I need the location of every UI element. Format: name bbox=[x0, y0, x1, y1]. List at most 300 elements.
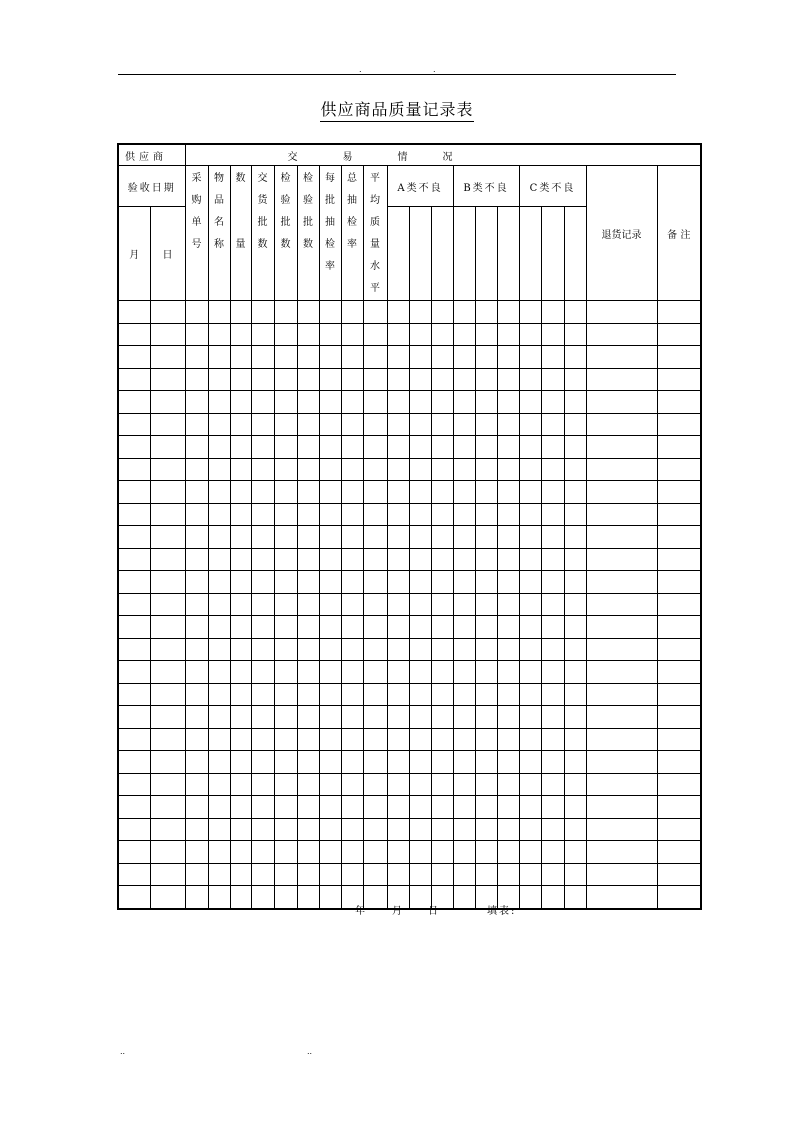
table-cell[interactable] bbox=[409, 526, 431, 549]
table-cell[interactable] bbox=[409, 436, 431, 459]
table-cell[interactable] bbox=[387, 391, 409, 414]
table-cell[interactable] bbox=[297, 548, 319, 571]
table-cell[interactable] bbox=[431, 796, 453, 819]
table-cell[interactable] bbox=[519, 346, 541, 369]
table-cell[interactable] bbox=[363, 301, 387, 324]
table-cell[interactable] bbox=[150, 571, 185, 594]
table-cell[interactable] bbox=[118, 796, 150, 819]
table-cell[interactable] bbox=[497, 773, 519, 796]
table-cell[interactable] bbox=[150, 301, 185, 324]
table-cell[interactable] bbox=[586, 773, 657, 796]
table-cell[interactable] bbox=[409, 706, 431, 729]
table-cell[interactable] bbox=[363, 526, 387, 549]
table-cell[interactable] bbox=[319, 571, 341, 594]
table-cell[interactable] bbox=[185, 571, 208, 594]
table-cell[interactable] bbox=[274, 323, 297, 346]
table-cell[interactable] bbox=[319, 773, 341, 796]
table-cell[interactable] bbox=[431, 436, 453, 459]
table-cell[interactable] bbox=[586, 751, 657, 774]
table-cell[interactable] bbox=[118, 728, 150, 751]
table-cell[interactable] bbox=[274, 818, 297, 841]
table-cell[interactable] bbox=[519, 818, 541, 841]
table-cell[interactable] bbox=[586, 796, 657, 819]
table-cell[interactable] bbox=[657, 683, 701, 706]
table-cell[interactable] bbox=[274, 503, 297, 526]
table-cell[interactable] bbox=[541, 863, 564, 886]
table-cell[interactable] bbox=[230, 841, 251, 864]
table-cell[interactable] bbox=[118, 301, 150, 324]
table-cell[interactable] bbox=[541, 706, 564, 729]
table-cell[interactable] bbox=[319, 323, 341, 346]
table-cell[interactable] bbox=[409, 368, 431, 391]
table-cell[interactable] bbox=[185, 368, 208, 391]
table-cell[interactable] bbox=[274, 773, 297, 796]
table-cell[interactable] bbox=[475, 863, 497, 886]
table-cell[interactable] bbox=[297, 706, 319, 729]
table-cell[interactable] bbox=[409, 683, 431, 706]
table-cell[interactable] bbox=[564, 323, 586, 346]
table-cell[interactable] bbox=[453, 728, 475, 751]
table-cell[interactable] bbox=[409, 728, 431, 751]
table-cell[interactable] bbox=[208, 661, 230, 684]
table-cell[interactable] bbox=[409, 616, 431, 639]
table-cell[interactable] bbox=[387, 323, 409, 346]
table-cell[interactable] bbox=[185, 503, 208, 526]
table-cell[interactable] bbox=[208, 616, 230, 639]
table-cell[interactable] bbox=[409, 818, 431, 841]
table-cell[interactable] bbox=[230, 458, 251, 481]
table-cell[interactable] bbox=[497, 571, 519, 594]
table-cell[interactable] bbox=[519, 706, 541, 729]
table-cell[interactable] bbox=[274, 526, 297, 549]
table-cell[interactable] bbox=[319, 413, 341, 436]
table-cell[interactable] bbox=[319, 818, 341, 841]
table-cell[interactable] bbox=[150, 481, 185, 504]
table-cell[interactable] bbox=[564, 458, 586, 481]
table-cell[interactable] bbox=[564, 503, 586, 526]
table-cell[interactable] bbox=[519, 413, 541, 436]
table-cell[interactable] bbox=[208, 818, 230, 841]
table-cell[interactable] bbox=[341, 346, 363, 369]
table-cell[interactable] bbox=[586, 661, 657, 684]
table-cell[interactable] bbox=[586, 818, 657, 841]
table-cell[interactable] bbox=[274, 616, 297, 639]
table-cell[interactable] bbox=[497, 796, 519, 819]
table-cell[interactable] bbox=[274, 796, 297, 819]
table-cell[interactable] bbox=[150, 638, 185, 661]
table-cell[interactable] bbox=[341, 301, 363, 324]
table-cell[interactable] bbox=[150, 346, 185, 369]
table-cell[interactable] bbox=[341, 706, 363, 729]
table-cell[interactable] bbox=[409, 346, 431, 369]
table-cell[interactable] bbox=[475, 526, 497, 549]
table-cell[interactable] bbox=[297, 616, 319, 639]
table-cell[interactable] bbox=[363, 661, 387, 684]
table-cell[interactable] bbox=[251, 413, 274, 436]
table-cell[interactable] bbox=[431, 481, 453, 504]
table-cell[interactable] bbox=[150, 886, 185, 909]
table-cell[interactable] bbox=[297, 638, 319, 661]
table-cell[interactable] bbox=[657, 323, 701, 346]
table-cell[interactable] bbox=[363, 323, 387, 346]
table-cell[interactable] bbox=[564, 863, 586, 886]
table-cell[interactable] bbox=[274, 368, 297, 391]
table-cell[interactable] bbox=[497, 526, 519, 549]
table-cell[interactable] bbox=[431, 661, 453, 684]
table-cell[interactable] bbox=[541, 796, 564, 819]
table-cell[interactable] bbox=[431, 751, 453, 774]
table-cell[interactable] bbox=[497, 481, 519, 504]
table-cell[interactable] bbox=[657, 346, 701, 369]
table-cell[interactable] bbox=[297, 886, 319, 909]
table-cell[interactable] bbox=[363, 593, 387, 616]
table-cell[interactable] bbox=[319, 301, 341, 324]
table-cell[interactable] bbox=[150, 706, 185, 729]
table-cell[interactable] bbox=[341, 503, 363, 526]
table-cell[interactable] bbox=[586, 346, 657, 369]
table-cell[interactable] bbox=[564, 391, 586, 414]
table-cell[interactable] bbox=[387, 368, 409, 391]
table-cell[interactable] bbox=[251, 683, 274, 706]
table-cell[interactable] bbox=[150, 751, 185, 774]
table-cell[interactable] bbox=[251, 323, 274, 346]
table-cell[interactable] bbox=[208, 301, 230, 324]
table-cell[interactable] bbox=[431, 773, 453, 796]
table-cell[interactable] bbox=[564, 616, 586, 639]
table-cell[interactable] bbox=[150, 841, 185, 864]
table-cell[interactable] bbox=[387, 661, 409, 684]
table-cell[interactable] bbox=[409, 548, 431, 571]
table-cell[interactable] bbox=[586, 413, 657, 436]
table-cell[interactable] bbox=[453, 503, 475, 526]
table-cell[interactable] bbox=[230, 571, 251, 594]
table-cell[interactable] bbox=[185, 683, 208, 706]
table-cell[interactable] bbox=[185, 661, 208, 684]
table-cell[interactable] bbox=[475, 706, 497, 729]
table-cell[interactable] bbox=[208, 706, 230, 729]
table-cell[interactable] bbox=[387, 436, 409, 459]
table-cell[interactable] bbox=[230, 526, 251, 549]
table-cell[interactable] bbox=[453, 661, 475, 684]
table-cell[interactable] bbox=[185, 413, 208, 436]
table-cell[interactable] bbox=[251, 638, 274, 661]
table-cell[interactable] bbox=[586, 458, 657, 481]
table-cell[interactable] bbox=[453, 638, 475, 661]
table-cell[interactable] bbox=[363, 638, 387, 661]
table-cell[interactable] bbox=[363, 458, 387, 481]
table-cell[interactable] bbox=[118, 571, 150, 594]
table-cell[interactable] bbox=[118, 818, 150, 841]
table-cell[interactable] bbox=[118, 413, 150, 436]
table-cell[interactable] bbox=[150, 391, 185, 414]
table-cell[interactable] bbox=[541, 773, 564, 796]
table-cell[interactable] bbox=[519, 526, 541, 549]
table-cell[interactable] bbox=[208, 751, 230, 774]
table-cell[interactable] bbox=[519, 796, 541, 819]
table-cell[interactable] bbox=[208, 526, 230, 549]
table-cell[interactable] bbox=[657, 413, 701, 436]
table-cell[interactable] bbox=[150, 368, 185, 391]
table-cell[interactable] bbox=[541, 886, 564, 909]
table-cell[interactable] bbox=[497, 818, 519, 841]
table-cell[interactable] bbox=[387, 548, 409, 571]
table-cell[interactable] bbox=[541, 301, 564, 324]
table-cell[interactable] bbox=[297, 818, 319, 841]
table-cell[interactable] bbox=[409, 661, 431, 684]
table-cell[interactable] bbox=[208, 886, 230, 909]
table-cell[interactable] bbox=[150, 683, 185, 706]
table-cell[interactable] bbox=[363, 863, 387, 886]
table-cell[interactable] bbox=[497, 346, 519, 369]
table-cell[interactable] bbox=[363, 796, 387, 819]
table-cell[interactable] bbox=[118, 593, 150, 616]
table-cell[interactable] bbox=[497, 458, 519, 481]
table-cell[interactable] bbox=[387, 503, 409, 526]
table-cell[interactable] bbox=[431, 323, 453, 346]
table-cell[interactable] bbox=[251, 503, 274, 526]
table-cell[interactable] bbox=[431, 571, 453, 594]
table-cell[interactable] bbox=[564, 593, 586, 616]
table-cell[interactable] bbox=[208, 571, 230, 594]
table-cell[interactable] bbox=[297, 301, 319, 324]
table-cell[interactable] bbox=[118, 526, 150, 549]
table-cell[interactable] bbox=[657, 728, 701, 751]
table-cell[interactable] bbox=[363, 391, 387, 414]
table-cell[interactable] bbox=[297, 796, 319, 819]
table-cell[interactable] bbox=[251, 751, 274, 774]
table-cell[interactable] bbox=[586, 841, 657, 864]
table-cell[interactable] bbox=[185, 773, 208, 796]
table-cell[interactable] bbox=[274, 728, 297, 751]
table-cell[interactable] bbox=[230, 863, 251, 886]
table-cell[interactable] bbox=[118, 458, 150, 481]
table-cell[interactable] bbox=[274, 436, 297, 459]
table-cell[interactable] bbox=[297, 458, 319, 481]
table-cell[interactable] bbox=[564, 706, 586, 729]
table-cell[interactable] bbox=[453, 368, 475, 391]
table-cell[interactable] bbox=[519, 683, 541, 706]
table-cell[interactable] bbox=[251, 368, 274, 391]
table-cell[interactable] bbox=[657, 863, 701, 886]
table-cell[interactable] bbox=[150, 818, 185, 841]
table-cell[interactable] bbox=[251, 616, 274, 639]
table-cell[interactable] bbox=[150, 526, 185, 549]
table-cell[interactable] bbox=[297, 841, 319, 864]
table-cell[interactable] bbox=[564, 301, 586, 324]
table-cell[interactable] bbox=[541, 503, 564, 526]
table-cell[interactable] bbox=[150, 728, 185, 751]
table-cell[interactable] bbox=[453, 841, 475, 864]
table-cell[interactable] bbox=[519, 548, 541, 571]
table-cell[interactable] bbox=[297, 481, 319, 504]
table-cell[interactable] bbox=[564, 683, 586, 706]
table-cell[interactable] bbox=[497, 301, 519, 324]
table-cell[interactable] bbox=[363, 616, 387, 639]
table-cell[interactable] bbox=[297, 436, 319, 459]
table-cell[interactable] bbox=[230, 773, 251, 796]
table-cell[interactable] bbox=[409, 773, 431, 796]
table-cell[interactable] bbox=[208, 841, 230, 864]
table-cell[interactable] bbox=[409, 413, 431, 436]
table-cell[interactable] bbox=[409, 503, 431, 526]
table-cell[interactable] bbox=[475, 571, 497, 594]
table-cell[interactable] bbox=[251, 346, 274, 369]
table-cell[interactable] bbox=[208, 773, 230, 796]
table-cell[interactable] bbox=[475, 683, 497, 706]
table-cell[interactable] bbox=[453, 458, 475, 481]
table-cell[interactable] bbox=[363, 841, 387, 864]
table-cell[interactable] bbox=[319, 661, 341, 684]
table-cell[interactable] bbox=[274, 638, 297, 661]
table-cell[interactable] bbox=[541, 368, 564, 391]
table-cell[interactable] bbox=[274, 886, 297, 909]
table-cell[interactable] bbox=[319, 616, 341, 639]
table-cell[interactable] bbox=[586, 571, 657, 594]
table-cell[interactable] bbox=[230, 593, 251, 616]
table-cell[interactable] bbox=[363, 368, 387, 391]
table-cell[interactable] bbox=[208, 481, 230, 504]
table-cell[interactable] bbox=[230, 346, 251, 369]
table-cell[interactable] bbox=[586, 503, 657, 526]
table-cell[interactable] bbox=[453, 818, 475, 841]
table-cell[interactable] bbox=[564, 571, 586, 594]
table-cell[interactable] bbox=[475, 751, 497, 774]
table-cell[interactable] bbox=[431, 841, 453, 864]
table-cell[interactable] bbox=[453, 706, 475, 729]
table-cell[interactable] bbox=[297, 526, 319, 549]
table-cell[interactable] bbox=[150, 503, 185, 526]
table-cell[interactable] bbox=[341, 818, 363, 841]
table-cell[interactable] bbox=[519, 301, 541, 324]
table-cell[interactable] bbox=[475, 481, 497, 504]
table-cell[interactable] bbox=[118, 323, 150, 346]
table-cell[interactable] bbox=[274, 301, 297, 324]
table-cell[interactable] bbox=[431, 391, 453, 414]
table-cell[interactable] bbox=[387, 863, 409, 886]
table-cell[interactable] bbox=[363, 548, 387, 571]
table-cell[interactable] bbox=[150, 323, 185, 346]
table-cell[interactable] bbox=[497, 413, 519, 436]
table-cell[interactable] bbox=[564, 638, 586, 661]
table-cell[interactable] bbox=[118, 503, 150, 526]
table-cell[interactable] bbox=[230, 818, 251, 841]
table-cell[interactable] bbox=[297, 593, 319, 616]
table-cell[interactable] bbox=[431, 458, 453, 481]
table-cell[interactable] bbox=[541, 391, 564, 414]
table-cell[interactable] bbox=[208, 503, 230, 526]
table-cell[interactable] bbox=[541, 683, 564, 706]
table-cell[interactable] bbox=[519, 593, 541, 616]
table-cell[interactable] bbox=[519, 571, 541, 594]
table-cell[interactable] bbox=[453, 548, 475, 571]
table-cell[interactable] bbox=[118, 548, 150, 571]
table-cell[interactable] bbox=[251, 886, 274, 909]
table-cell[interactable] bbox=[341, 368, 363, 391]
table-cell[interactable] bbox=[497, 391, 519, 414]
table-cell[interactable] bbox=[251, 301, 274, 324]
table-cell[interactable] bbox=[409, 571, 431, 594]
table-cell[interactable] bbox=[341, 526, 363, 549]
table-cell[interactable] bbox=[453, 526, 475, 549]
table-cell[interactable] bbox=[341, 548, 363, 571]
table-cell[interactable] bbox=[185, 526, 208, 549]
table-cell[interactable] bbox=[208, 413, 230, 436]
table-cell[interactable] bbox=[586, 706, 657, 729]
table-cell[interactable] bbox=[230, 796, 251, 819]
table-cell[interactable] bbox=[475, 593, 497, 616]
table-cell[interactable] bbox=[297, 368, 319, 391]
table-cell[interactable] bbox=[387, 796, 409, 819]
table-cell[interactable] bbox=[657, 661, 701, 684]
table-cell[interactable] bbox=[150, 458, 185, 481]
table-cell[interactable] bbox=[475, 368, 497, 391]
table-cell[interactable] bbox=[274, 548, 297, 571]
table-cell[interactable] bbox=[251, 436, 274, 459]
table-cell[interactable] bbox=[208, 368, 230, 391]
table-cell[interactable] bbox=[251, 526, 274, 549]
table-cell[interactable] bbox=[564, 886, 586, 909]
table-cell[interactable] bbox=[251, 728, 274, 751]
table-cell[interactable] bbox=[409, 751, 431, 774]
table-cell[interactable] bbox=[297, 391, 319, 414]
table-cell[interactable] bbox=[185, 458, 208, 481]
table-cell[interactable] bbox=[387, 346, 409, 369]
table-cell[interactable] bbox=[230, 616, 251, 639]
table-cell[interactable] bbox=[497, 368, 519, 391]
table-cell[interactable] bbox=[475, 548, 497, 571]
table-cell[interactable] bbox=[118, 661, 150, 684]
table-cell[interactable] bbox=[274, 346, 297, 369]
table-cell[interactable] bbox=[363, 413, 387, 436]
table-cell[interactable] bbox=[118, 391, 150, 414]
table-cell[interactable] bbox=[341, 751, 363, 774]
table-cell[interactable] bbox=[564, 841, 586, 864]
table-cell[interactable] bbox=[341, 413, 363, 436]
table-cell[interactable] bbox=[319, 683, 341, 706]
table-cell[interactable] bbox=[453, 413, 475, 436]
table-cell[interactable] bbox=[541, 593, 564, 616]
table-cell[interactable] bbox=[185, 751, 208, 774]
table-cell[interactable] bbox=[363, 503, 387, 526]
table-cell[interactable] bbox=[274, 413, 297, 436]
table-cell[interactable] bbox=[185, 886, 208, 909]
table-cell[interactable] bbox=[409, 593, 431, 616]
table-cell[interactable] bbox=[341, 616, 363, 639]
table-cell[interactable] bbox=[208, 638, 230, 661]
table-cell[interactable] bbox=[453, 751, 475, 774]
table-cell[interactable] bbox=[519, 863, 541, 886]
table-cell[interactable] bbox=[387, 683, 409, 706]
table-cell[interactable] bbox=[431, 638, 453, 661]
table-cell[interactable] bbox=[297, 751, 319, 774]
table-cell[interactable] bbox=[564, 368, 586, 391]
table-cell[interactable] bbox=[341, 458, 363, 481]
table-cell[interactable] bbox=[150, 661, 185, 684]
table-cell[interactable] bbox=[319, 481, 341, 504]
table-cell[interactable] bbox=[586, 886, 657, 909]
table-cell[interactable] bbox=[519, 458, 541, 481]
table-cell[interactable] bbox=[319, 503, 341, 526]
table-cell[interactable] bbox=[319, 751, 341, 774]
table-cell[interactable] bbox=[208, 863, 230, 886]
table-cell[interactable] bbox=[586, 368, 657, 391]
table-cell[interactable] bbox=[564, 818, 586, 841]
table-cell[interactable] bbox=[475, 436, 497, 459]
table-cell[interactable] bbox=[519, 751, 541, 774]
table-cell[interactable] bbox=[453, 391, 475, 414]
table-cell[interactable] bbox=[387, 706, 409, 729]
table-cell[interactable] bbox=[657, 751, 701, 774]
